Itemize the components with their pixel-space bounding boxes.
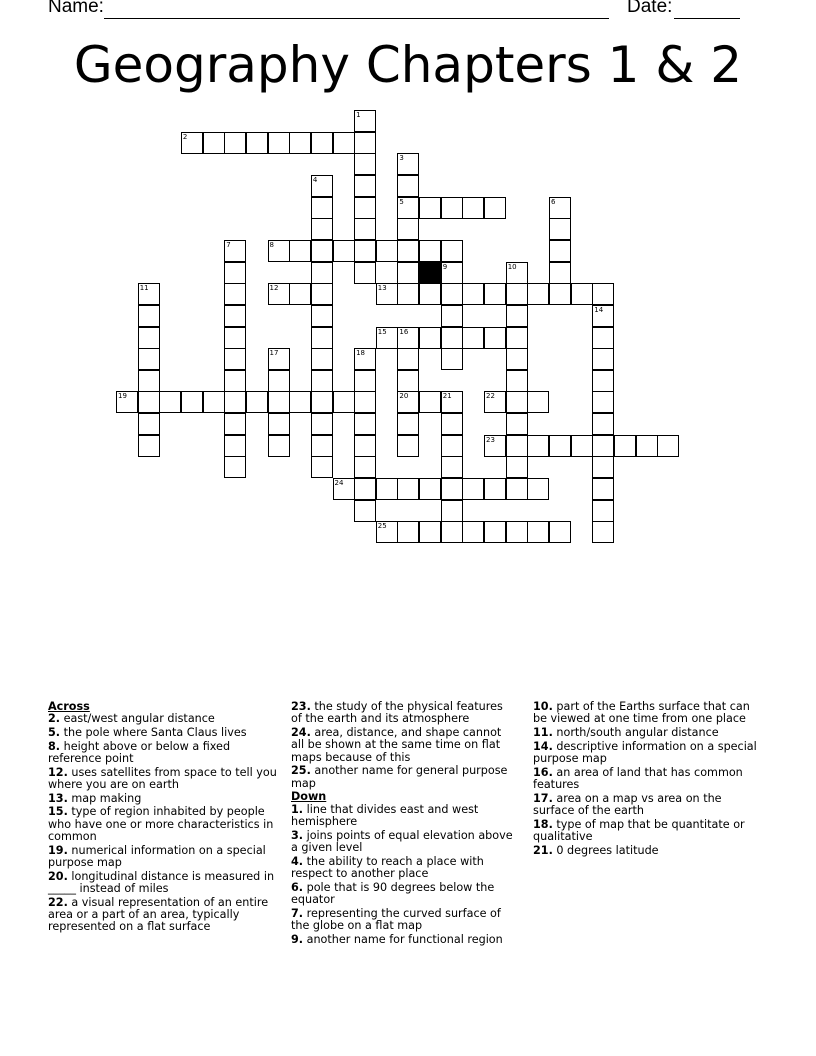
- grid-cell[interactable]: [376, 521, 398, 543]
- page-title: Geography Chapters 1 & 2: [73, 36, 743, 94]
- grid-cell[interactable]: [484, 327, 506, 349]
- grid-cell[interactable]: [506, 456, 528, 478]
- clue-item: [533, 727, 765, 739]
- clue-number: 15.: [48, 805, 68, 819]
- clue-number: 19.: [48, 843, 68, 857]
- grid-cell[interactable]: [419, 521, 441, 543]
- cell-number: 7: [226, 240, 231, 249]
- grid-cell[interactable]: [462, 197, 484, 219]
- grid-cell[interactable]: [354, 175, 376, 197]
- grid-cell[interactable]: [311, 413, 333, 435]
- grid-cell[interactable]: [159, 391, 181, 413]
- grid-cell[interactable]: [549, 521, 571, 543]
- clue-text: descriptive information on a special purpose map: [533, 739, 757, 765]
- grid-cell[interactable]: [224, 391, 246, 413]
- clue-number: 5.: [48, 726, 61, 739]
- grid-cell[interactable]: [203, 391, 225, 413]
- grid-cell[interactable]: [484, 521, 506, 543]
- clue-text: longitudinal distance is measured in _____ instead of miles: [48, 869, 275, 895]
- grid-cell[interactable]: [354, 132, 376, 154]
- grid-cell[interactable]: [311, 305, 333, 327]
- grid-cell[interactable]: [571, 283, 593, 305]
- cell-number: 8: [269, 240, 274, 249]
- grid-cell[interactable]: [506, 283, 528, 305]
- cell-number: 16: [399, 327, 409, 336]
- grid-cell[interactable]: [549, 218, 571, 240]
- clue-number: 12.: [48, 765, 68, 779]
- cell-number: 5: [399, 197, 404, 206]
- clue-text: 0 degrees latitude: [552, 843, 659, 857]
- cell-number: 12: [269, 284, 279, 293]
- grid-cell[interactable]: [506, 262, 528, 284]
- grid-cell[interactable]: [354, 218, 376, 240]
- grid-cell[interactable]: [527, 521, 549, 543]
- clue-text: uses satellites from space to tell you where you are on earth: [48, 765, 277, 791]
- clue-number: 20.: [48, 869, 68, 883]
- clue-item: [291, 804, 517, 829]
- clue-number: 25.: [291, 764, 311, 778]
- grid-cell[interactable]: [333, 478, 355, 500]
- grid-cell[interactable]: [419, 240, 441, 262]
- clue-item: [48, 741, 280, 766]
- cell-number: 25: [377, 522, 387, 531]
- grid-cell[interactable]: [441, 240, 463, 262]
- grid-cell[interactable]: [397, 153, 419, 175]
- clue-item: [533, 741, 765, 766]
- clue-number: 18.: [533, 817, 553, 831]
- grid-cell[interactable]: [549, 197, 571, 219]
- grid-cell[interactable]: [138, 391, 160, 413]
- grid-cell[interactable]: [311, 348, 333, 370]
- clue-text: area, distance, and shape cannot all be shown at the same time on flat maps because of this: [291, 726, 502, 764]
- down-clue-list: [291, 804, 517, 946]
- clue-text: type of map that be quantitate or qualitative: [533, 817, 745, 843]
- clue-text: the ability to reach a place with respect to another place: [291, 854, 484, 881]
- clue-number: 3.: [291, 828, 304, 842]
- grid-cell[interactable]: [397, 175, 419, 197]
- grid-cell[interactable]: [397, 327, 419, 349]
- clue-item: [48, 806, 280, 843]
- grid-cell[interactable]: [397, 521, 419, 543]
- grid-cell[interactable]: [441, 327, 463, 349]
- clues-column-2: [291, 701, 517, 947]
- grid-cell[interactable]: [419, 197, 441, 219]
- grid-cell[interactable]: [311, 435, 333, 457]
- grid-cell[interactable]: [462, 521, 484, 543]
- grid-cell[interactable]: [354, 197, 376, 219]
- clue-item: [48, 845, 280, 870]
- grid-cell[interactable]: [311, 175, 333, 197]
- grid-cell[interactable]: [354, 370, 376, 392]
- clue-text: type of region inhabited by people who have one or more characteristics in common: [48, 805, 274, 843]
- grid-cell[interactable]: [354, 153, 376, 175]
- grid-cell[interactable]: [333, 391, 355, 413]
- grid-cell[interactable]: [311, 218, 333, 240]
- grid-cell[interactable]: [397, 348, 419, 370]
- grid-cell[interactable]: [484, 283, 506, 305]
- grid-cell[interactable]: [397, 262, 419, 284]
- grid-cell[interactable]: [506, 521, 528, 543]
- grid-cell[interactable]: [224, 305, 246, 327]
- cell-number: 24: [334, 479, 344, 487]
- grid-cell[interactable]: [268, 240, 290, 262]
- grid-cell[interactable]: [354, 391, 376, 413]
- grid-cell[interactable]: [268, 391, 290, 413]
- clue-item: [291, 830, 517, 855]
- clue-item: [291, 908, 517, 933]
- cell-number: 15: [377, 327, 387, 336]
- grid-cell[interactable]: [527, 283, 549, 305]
- grid-cell[interactable]: [138, 305, 160, 327]
- cell-number: 9: [442, 262, 448, 271]
- grid-cell[interactable]: [354, 456, 376, 478]
- clue-text: representing the curved surface of the globe on a flat map: [291, 906, 501, 933]
- clue-text: height above or below a fixed reference point: [48, 739, 231, 765]
- grid-cell[interactable]: [397, 391, 419, 413]
- grid-cell[interactable]: [376, 240, 398, 262]
- grid-cell[interactable]: [203, 132, 225, 154]
- clues-column-1: [48, 701, 280, 935]
- cell-number: 21: [442, 392, 452, 401]
- grid-cell[interactable]: [354, 500, 376, 522]
- grid-cell[interactable]: [462, 478, 484, 500]
- grid-cell[interactable]: [397, 478, 419, 500]
- black-cell: [419, 262, 441, 284]
- clue-text: another name for general purpose map: [291, 764, 508, 790]
- cell-number: 18: [356, 349, 366, 358]
- grid-cell[interactable]: [268, 370, 290, 392]
- grid-cell[interactable]: [506, 391, 528, 413]
- grid-cell[interactable]: [289, 240, 311, 262]
- grid-cell[interactable]: [506, 413, 528, 435]
- cell-number: 11: [139, 284, 149, 293]
- cell-number: 2: [182, 132, 188, 141]
- clue-item: [533, 793, 765, 818]
- grid-cell[interactable]: [138, 435, 160, 457]
- clue-number: 10.: [533, 700, 553, 713]
- grid-cell[interactable]: [224, 348, 246, 370]
- cell-number: 14: [594, 305, 604, 314]
- clue-item: [48, 897, 280, 934]
- clue-text: map making: [67, 791, 142, 805]
- grid-cell[interactable]: [592, 521, 614, 543]
- grid-cell[interactable]: [224, 456, 246, 478]
- clue-number: 17.: [533, 791, 553, 805]
- grid-cell[interactable]: [268, 435, 290, 457]
- grid-cell[interactable]: [549, 435, 571, 457]
- grid-cell[interactable]: [506, 435, 528, 457]
- grid-cell[interactable]: [506, 327, 528, 349]
- clue-text: line that divides east and west hemisphere: [291, 802, 479, 829]
- grid-cell[interactable]: [549, 283, 571, 305]
- grid-cell[interactable]: [354, 110, 376, 132]
- grid-cell[interactable]: [354, 478, 376, 500]
- grid-cell[interactable]: [592, 283, 614, 305]
- grid-cell[interactable]: [397, 413, 419, 435]
- grid-cell[interactable]: [441, 283, 463, 305]
- clue-text: the study of the physical features of the earth and its atmosphere: [291, 700, 503, 726]
- grid-cell[interactable]: [441, 197, 463, 219]
- grid-cell[interactable]: [549, 262, 571, 284]
- cell-number: 10: [507, 262, 517, 271]
- grid-cell[interactable]: [397, 435, 419, 457]
- grid-cell[interactable]: [592, 305, 614, 327]
- grid-cell[interactable]: [397, 240, 419, 262]
- grid-cell[interactable]: [592, 500, 614, 522]
- grid-cell[interactable]: [311, 283, 333, 305]
- clue-number: 8.: [48, 739, 61, 753]
- grid-cell[interactable]: [138, 413, 160, 435]
- clue-number: 2.: [48, 712, 61, 726]
- grid-cell[interactable]: [592, 348, 614, 370]
- clue-number: 24.: [291, 726, 311, 739]
- clue-item: [291, 882, 517, 907]
- grid-cell[interactable]: [138, 327, 160, 349]
- grid-cell[interactable]: [181, 132, 203, 154]
- grid-cell[interactable]: [311, 327, 333, 349]
- grid-cell[interactable]: [116, 391, 138, 413]
- across-clue-list: [48, 713, 280, 933]
- clue-number: 4.: [291, 854, 304, 868]
- grid-cell[interactable]: [441, 305, 463, 327]
- grid-cell[interactable]: [441, 521, 463, 543]
- grid-cell[interactable]: [181, 391, 203, 413]
- clue-number: 13.: [48, 791, 68, 805]
- grid-cell[interactable]: [527, 391, 549, 413]
- clue-item: [291, 701, 517, 726]
- grid-cell[interactable]: [224, 283, 246, 305]
- grid-cell[interactable]: [506, 305, 528, 327]
- clue-item: [48, 793, 280, 805]
- grid-cell[interactable]: [506, 348, 528, 370]
- clue-text: east/west angular distance: [60, 712, 215, 726]
- cell-number: 22: [486, 392, 495, 401]
- grid-cell[interactable]: [311, 456, 333, 478]
- clue-text: numerical information on a special purpose map: [48, 843, 266, 869]
- grid-cell[interactable]: [311, 197, 333, 219]
- clue-number: 22.: [48, 895, 68, 909]
- cell-number: 6: [551, 197, 556, 206]
- grid-cell[interactable]: [419, 478, 441, 500]
- grid-cell[interactable]: [354, 262, 376, 284]
- clue-text: a visual representation of an entire area or a part of an area, typically represented on a flat surface: [48, 895, 269, 934]
- clue-text: another name for functional region: [303, 932, 503, 946]
- grid-cell[interactable]: [138, 283, 160, 305]
- grid-cell[interactable]: [592, 327, 614, 349]
- grid-cell[interactable]: [354, 413, 376, 435]
- date-label: Date:: [627, 0, 673, 17]
- grid-cell[interactable]: [571, 435, 593, 457]
- clue-item: [48, 871, 280, 896]
- down-clue-list-cont: [533, 701, 765, 857]
- grid-cell[interactable]: [397, 283, 419, 305]
- grid-cell[interactable]: [246, 132, 268, 154]
- grid-cell[interactable]: [592, 413, 614, 435]
- clues-column-3: [533, 701, 765, 858]
- grid-cell[interactable]: [592, 435, 614, 457]
- grid-cell[interactable]: [441, 391, 463, 413]
- clue-number: 1.: [291, 802, 304, 816]
- grid-cell[interactable]: [333, 240, 355, 262]
- grid-cell[interactable]: [484, 391, 506, 413]
- grid-cell[interactable]: [462, 327, 484, 349]
- across-clue-list-cont: [291, 701, 517, 790]
- grid-cell[interactable]: [333, 132, 355, 154]
- grid-cell[interactable]: [441, 456, 463, 478]
- grid-cell[interactable]: [354, 348, 376, 370]
- clue-item: [533, 767, 765, 792]
- clue-number: 21.: [533, 843, 553, 857]
- grid-cell[interactable]: [376, 478, 398, 500]
- grid-cell[interactable]: [397, 370, 419, 392]
- grid-cell[interactable]: [441, 262, 463, 284]
- down-heading: Down: [291, 790, 327, 804]
- grid-cell[interactable]: [138, 348, 160, 370]
- clue-item: [291, 934, 517, 946]
- grid-cell[interactable]: [592, 391, 614, 413]
- grid-cell[interactable]: [484, 478, 506, 500]
- clue-number: 9.: [291, 932, 304, 946]
- cell-number: 13: [377, 284, 387, 293]
- clue-number: 23.: [291, 700, 311, 713]
- clue-number: 6.: [291, 880, 304, 894]
- grid-cell[interactable]: [289, 391, 311, 413]
- grid-cell[interactable]: [354, 435, 376, 457]
- grid-cell[interactable]: [268, 283, 290, 305]
- grid-cell[interactable]: [224, 132, 246, 154]
- clue-number: 14.: [533, 739, 553, 753]
- grid-cell[interactable]: [224, 370, 246, 392]
- clue-text: part of the Earths surface that can be viewed at one time from one place: [533, 700, 750, 726]
- grid-cell[interactable]: [268, 413, 290, 435]
- grid-cell[interactable]: [592, 370, 614, 392]
- grid-cell[interactable]: [397, 197, 419, 219]
- cell-number: 4: [312, 175, 318, 184]
- clue-text: area on a map vs area on the surface of the earth: [533, 791, 722, 817]
- grid-cell[interactable]: [484, 435, 506, 457]
- grid-cell[interactable]: [441, 413, 463, 435]
- grid-cell[interactable]: [311, 391, 333, 413]
- grid-cell[interactable]: [592, 456, 614, 478]
- grid-cell[interactable]: [311, 240, 333, 262]
- grid-cell[interactable]: [441, 435, 463, 457]
- grid-cell[interactable]: [506, 370, 528, 392]
- grid-cell[interactable]: [506, 478, 528, 500]
- grid-cell[interactable]: [527, 478, 549, 500]
- grid-cell[interactable]: [614, 435, 636, 457]
- grid-cell[interactable]: [484, 197, 506, 219]
- grid-cell[interactable]: [419, 283, 441, 305]
- cell-number: 3: [399, 154, 404, 163]
- grid-cell[interactable]: [311, 370, 333, 392]
- grid-cell[interactable]: [224, 413, 246, 435]
- grid-cell[interactable]: [311, 132, 333, 154]
- clue-text: joins points of equal elevation above a given level: [291, 828, 513, 855]
- clue-item: [533, 701, 765, 726]
- grid-cell[interactable]: [441, 478, 463, 500]
- clue-text: north/south angular distance: [552, 726, 719, 739]
- clue-text: an area of land that has common features: [533, 765, 743, 791]
- clue-text: the pole where Santa Claus lives: [60, 726, 247, 739]
- clue-text: pole that is 90 degrees below the equator: [291, 880, 495, 907]
- clue-item: [291, 765, 517, 790]
- grid-cell[interactable]: [397, 218, 419, 240]
- clue-item: [533, 845, 765, 857]
- clue-item: [48, 767, 280, 792]
- across-heading: Across: [48, 700, 90, 713]
- grid-cell[interactable]: [441, 500, 463, 522]
- grid-cell[interactable]: [224, 327, 246, 349]
- grid-cell[interactable]: [636, 435, 658, 457]
- grid-cell[interactable]: [311, 262, 333, 284]
- grid-cell[interactable]: [419, 327, 441, 349]
- cell-number: 23: [486, 435, 495, 444]
- grid-cell[interactable]: [268, 348, 290, 370]
- grid-cell[interactable]: [224, 435, 246, 457]
- grid-cell[interactable]: [657, 435, 679, 457]
- clue-item: [48, 713, 280, 725]
- clue-item: [48, 727, 280, 739]
- clue-item: [291, 727, 517, 764]
- grid-cell[interactable]: [246, 391, 268, 413]
- clue-number: 7.: [291, 906, 304, 920]
- grid-cell[interactable]: [289, 132, 311, 154]
- cell-number: 17: [269, 349, 279, 358]
- grid-cell[interactable]: [441, 348, 463, 370]
- grid-cell[interactable]: [224, 262, 246, 284]
- name-label: Name:: [48, 0, 104, 17]
- clue-item: [291, 856, 517, 881]
- grid-cell[interactable]: [549, 240, 571, 262]
- clue-item: [533, 819, 765, 844]
- grid-cell[interactable]: [268, 132, 290, 154]
- grid-cell[interactable]: [289, 283, 311, 305]
- cell-number: 20: [399, 392, 409, 401]
- grid-cell[interactable]: [419, 391, 441, 413]
- grid-cell[interactable]: [376, 327, 398, 349]
- cell-number: 19: [118, 392, 127, 401]
- clue-number: 11.: [533, 726, 553, 739]
- grid-cell[interactable]: [354, 240, 376, 262]
- clue-number: 16.: [533, 765, 553, 779]
- grid-cell[interactable]: [224, 240, 246, 262]
- grid-cell[interactable]: [592, 478, 614, 500]
- grid-cell[interactable]: [462, 283, 484, 305]
- cell-number: 1: [356, 111, 361, 119]
- grid-cell[interactable]: [376, 283, 398, 305]
- grid-cell[interactable]: [138, 370, 160, 392]
- grid-cell[interactable]: [527, 435, 549, 457]
